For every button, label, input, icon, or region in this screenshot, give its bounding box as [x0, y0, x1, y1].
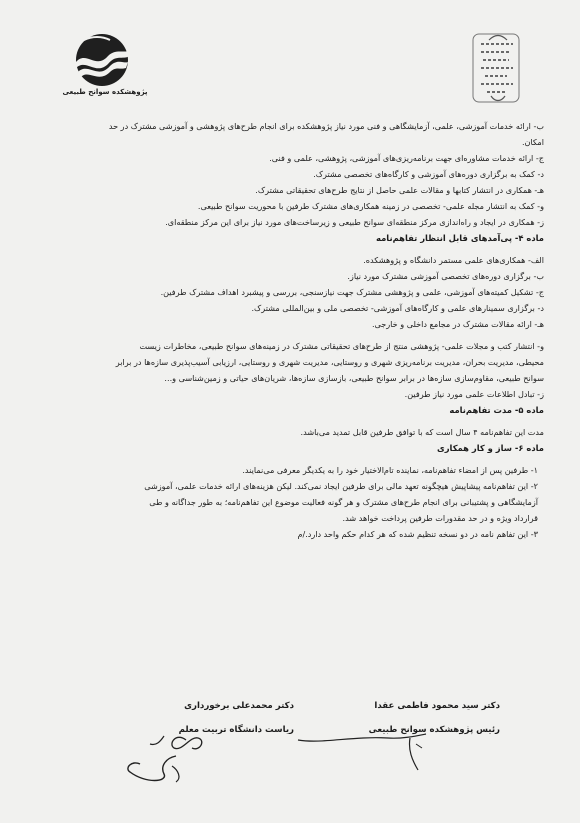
section-heading: ماده ۶- ساز و کار همکاری	[437, 443, 544, 453]
text-line: ۱- طرفین پس از امضاء تفاهم‌نامه، نماینده تام‌الاختیار خود را به یکدیگر معرفی می‌نمایند.	[242, 465, 538, 475]
text-line: ب- برگزاری دوره‌های تخصصی آموزشی مشترک مورد نیاز.	[347, 271, 544, 281]
handwritten-signature-institute	[292, 730, 432, 776]
text-line: امکان.	[521, 137, 544, 147]
wave-logo-icon	[62, 26, 140, 116]
text-line: د- برگزاری سمینارهای علمی و کارگاه‌های آموزشی- تخصصی ملی و بین‌المللی مشترک.	[251, 303, 544, 313]
text-line: آزمایشگاهی و پشتیبانی برای انجام طرح‌های مشترک و هر گونه فعالیت موضوع این تفاهم‌نامه؛ به طور جداگانه و طی	[149, 497, 538, 507]
text-line: قرارداد ویژه و در حد مقدورات طرفین پرداخت خواهد شد.	[342, 513, 538, 523]
text-line: ج- تشکیل کمیته‌های آموزشی، علمی و پژوهشی مشترک جهت نیازسنجی، بررسی و پیشبرد اهداف مشترک طرفین.	[160, 287, 544, 297]
text-line: ز- همکاری در ایجاد و راه‌اندازی مرکز منطقه‌ای سوانح طبیعی و زیرساخت‌های مورد نیاز برای این مرکز منطقه‌ای.	[165, 217, 544, 227]
calligraphy-emblem-icon	[467, 30, 527, 106]
text-line: د- کمک به برگزاری دوره‌های آموزشی و کارگاه‌های تخصصی مشترک.	[313, 169, 544, 179]
text-line: الف- همکاری‌های علمی مستمر دانشگاه و پژوهشکده.	[363, 255, 544, 265]
text-line: و- انتشار کتب و مجلات علمی- پژوهشی منتج از طرح‌های تحقیقاتی مشترک در زمینه‌های سوانح طبیعی، مخاطرات زیست	[139, 341, 544, 351]
section-heading: ماده ۴- پی‌آمدهای قابل انتظار تفاهم‌نامه	[376, 233, 544, 243]
signatory-name: دکتر محمدعلی برخورداری	[184, 701, 294, 711]
text-line: محیطی، مدیریت بحران، مدیریت برنامه‌ریزی شهری و روستایی، مدیریت شهری و روستایی، ارزیابی آسیب‌پذیری سازه‌ها در برابر	[115, 357, 544, 367]
text-line: و- کمک به انتشار مجله علمی- تخصصی در زمینه همکاری‌های مشترک طرفین با محوریت سوانح طبیعی.	[197, 201, 544, 211]
document-body	[64, 118, 544, 542]
text-line: ۳- این تفاهم نامه در دو نسخه تنظیم شده که هر کدام حکم واحد دارد./م	[297, 529, 538, 539]
section-heading: ماده ۵- مدت تفاهم‌نامه	[449, 405, 544, 415]
institute-name: پژوهشکده سوانح طبیعی	[62, 88, 148, 96]
text-line: هـ- ارائه مقالات مشترک در مجامع داخلی و خارجی.	[371, 319, 544, 329]
signatory-name: دکتر سید محمود فاطمی عقدا	[374, 701, 500, 711]
text-line: هـ- همکاری در انتشار کتابها و مقالات علمی حاصل از نتایج طرح‌های تحقیقاتی مشترک.	[255, 185, 544, 195]
text-line: ب- ارائه خدمات آموزشی، علمی، آزمایشگاهی و فنی مورد نیاز پژوهشکده برای انجام طرح‌های پژوهشی و آموزشی مشترک در حد	[108, 121, 544, 131]
text-line: ج- ارائه خدمات مشاوره‌ای جهت برنامه‌ریزی‌های آموزشی، پژوهشی، علمی و فنی.	[269, 153, 544, 163]
signatory-title: ریاست دانشگاه تربیت معلم	[178, 725, 294, 735]
text-line: ۲- این تفاهم‌نامه پیشاپیش هیچگونه تعهد مالی برای طرفین ایجاد نمی‌کند. لیکن هزینه‌های ارائه خدمات علمی، آموزشی	[144, 481, 538, 491]
text-line: ز- تبادل اطلاعات علمی مورد نیاز طرفین.	[404, 389, 544, 399]
handwritten-signature-university	[116, 722, 216, 788]
text-line: سوانح طبیعی، مقاوم‌سازی سازه‌ها در برابر سوانح طبیعی، بازسازی سازه‌ها، شریان‌های حیاتی و زمین‌شناسی و...	[164, 373, 544, 383]
text-line: مدت این تفاهم‌نامه ۴ سال است که با توافق طرفین قابل تمدید می‌باشد.	[300, 427, 544, 437]
signatory-title: رئیس پژوهشکده سوانح طبیعی	[368, 725, 500, 735]
